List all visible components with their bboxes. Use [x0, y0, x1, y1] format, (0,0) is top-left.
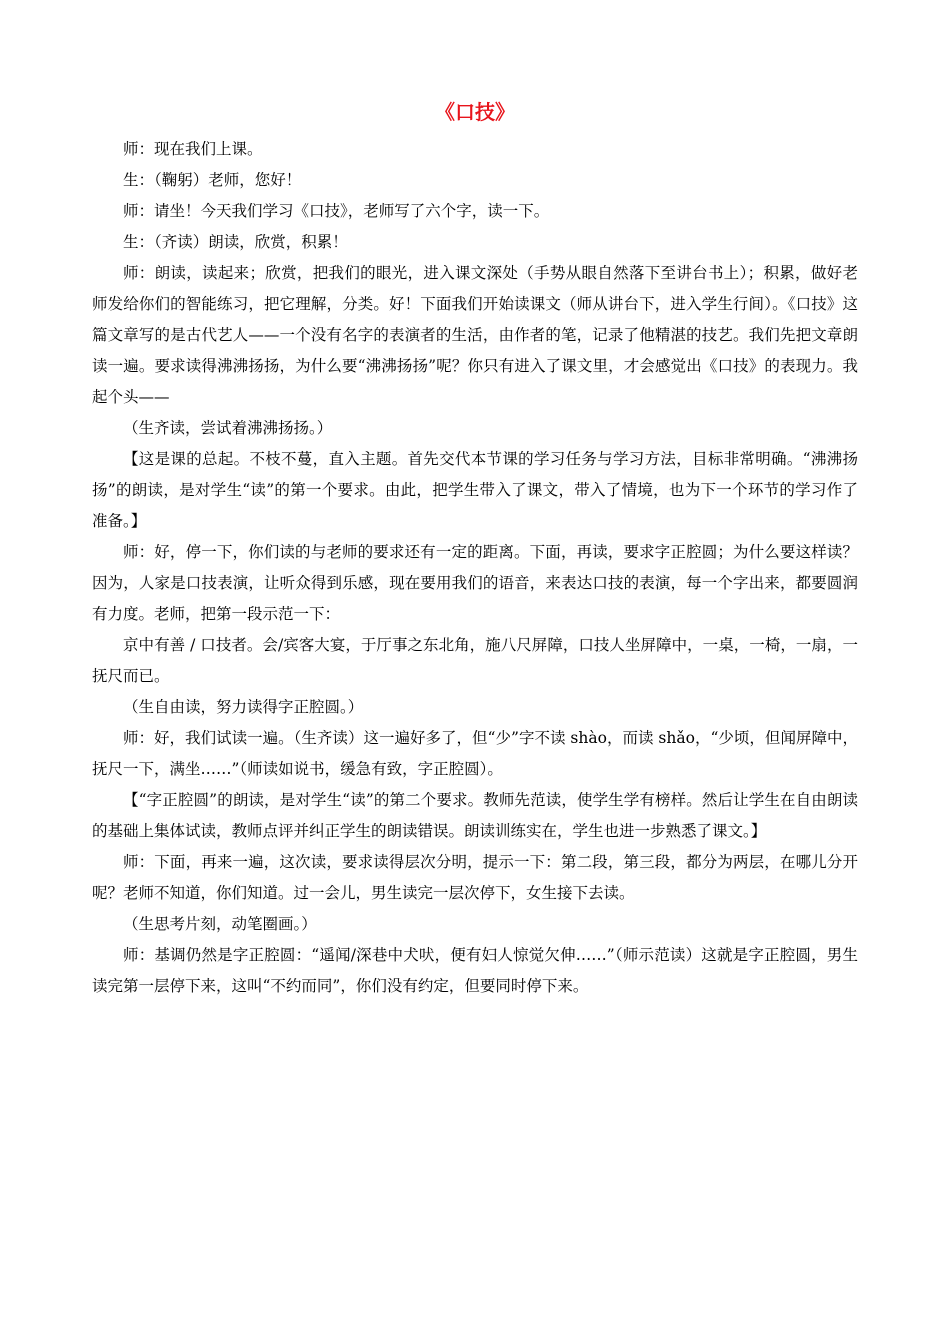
paragraph: （生思考片刻，动笔圈画。） — [123, 915, 317, 933]
paragraph: 师：好，我们试读一遍。（生齐读）这一遍好多了，但“少”字不读 shào，而读 shǎo，“少顷，但闻屏障中，抚尺一下，满坐……”（师读如说书，缓急有致，字正腔圆）。 — [92, 729, 858, 778]
paragraph: 师：下面，再来一遍，这次读，要求读得层次分明，提示一下：第二段，第三段，都分为两层，在哪儿分开呢？老师不知道，你们知道。过一会儿，男生读完一层次停下，女生接下去读。 — [92, 853, 858, 902]
quoted-text-paragraph: 京中有善 / 口技者。会/宾客大宴，于厅事之东北角，施八尺屏障，口技人坐屏障中，一桌，一椅，一扇，一抚尺而已。 — [92, 636, 858, 685]
commentary-paragraph: 【“字正腔圆”的朗读，是对学生“读”的第二个要求。教师先范读，使学生学有榜样。然后让学生在自由朗读的基础上集体试读，教师点评并纠正学生的朗读错误。朗读训练实在，学生也进一步熟悉了课文。】 — [92, 791, 858, 840]
paragraph: 师：请坐！今天我们学习《口技》，老师写了六个字，读一下。 — [123, 202, 550, 220]
document-body — [92, 134, 858, 1002]
document-title: 《口技》 — [435, 100, 515, 124]
paragraph: （生齐读，尝试着沸沸扬扬。） — [123, 419, 333, 437]
paragraph: 生：（齐读）朗读，欣赏，积累！ — [123, 233, 348, 251]
paragraph: 师：朗读，读起来；欣赏，把我们的眼光，进入课文深处（手势从眼自然落下至讲台书上）；积累，做好老师发给你们的智能练习，把它理解，分类。好！下面我们开始读课文（师从讲台下，进入学生行间）。《口技》这篇文章写的是古代艺人——一个没有名字的表演者的生活，由作者的笔，记录了他精湛的技艺。我们先把文章朗读一遍。要求读得沸沸扬扬，为什么要“沸沸扬扬”呢？你只有进入了课文里，才会感觉出《口技》的表现力。我起个头—— — [92, 264, 858, 406]
paragraph: 师：好，停一下，你们读的与老师的要求还有一定的距离。下面，再读，要求字正腔圆；为什么要这样读？因为，人家是口技表演，让听众得到乐感，现在要用我们的语音，来表达口技的表演，每一个字出来，都要圆润有力度。老师，把第一段示范一下： — [92, 543, 858, 623]
paragraph: 师：基调仍然是字正腔圆：“遥闻/深巷中犬吠，便有妇人惊觉欠伸……”（师示范读）这就是字正腔圆，男生读完第一层停下来，这叫“不约而同”，你们没有约定，但要同时停下来。 — [92, 946, 858, 995]
commentary-paragraph: 【这是课的总起。不枝不蔓，直入主题。首先交代本节课的学习任务与学习方法，目标非常明确。“沸沸扬扬”的朗读，是对学生“读”的第一个要求。由此，把学生带入了课文，带入了情境，也为下一个环节的学习作了准备。】 — [92, 450, 858, 530]
paragraph: 师：现在我们上课。 — [123, 140, 263, 158]
paragraph: （生自由读，努力读得字正腔圆。） — [123, 698, 364, 716]
paragraph: 生：（鞠躬）老师，您好！ — [123, 171, 302, 189]
